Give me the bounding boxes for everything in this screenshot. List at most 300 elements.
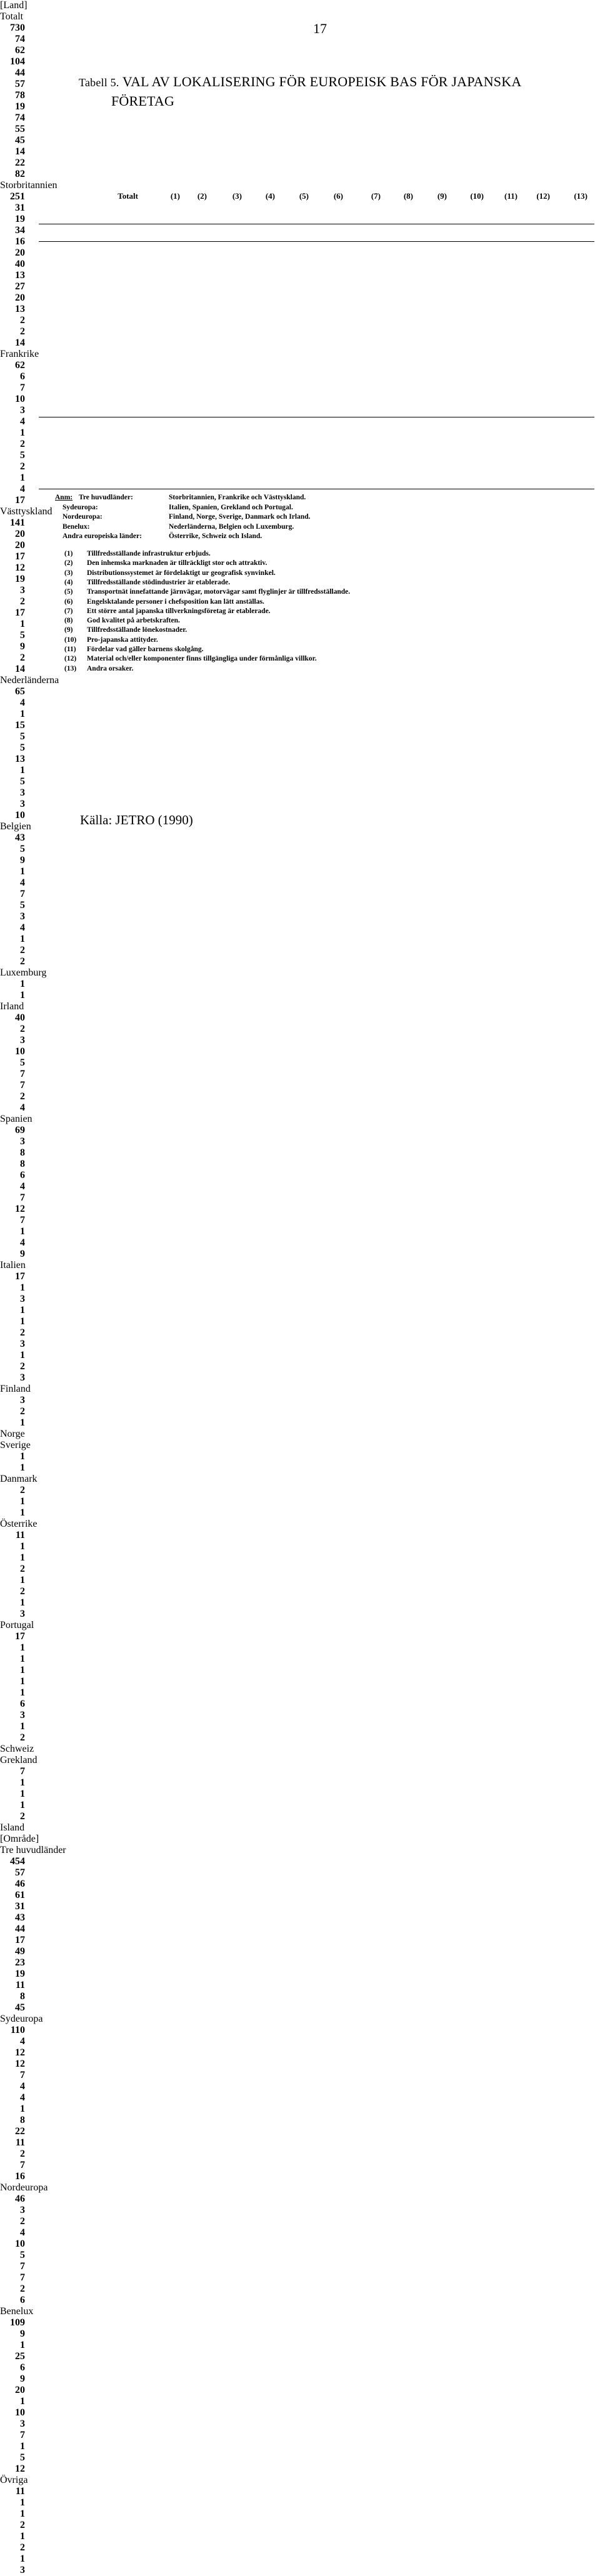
legend-text: Fördelar vad gäller barnens skolgång. <box>87 646 204 653</box>
table-cell: 7 <box>20 1215 25 1226</box>
country-row-label: Nederländerna <box>0 675 59 686</box>
title-line-1: VAL AV LOKALISERING FÖR EUROPEISK BAS FÖR JAPANSKA <box>122 74 522 89</box>
table-cell: 3 <box>20 799 25 809</box>
table-cell: 3 <box>20 787 25 798</box>
table-cell: 2 <box>20 1361 25 1372</box>
legend-number: (1) <box>64 550 73 557</box>
table-cell: 4 <box>20 1237 25 1248</box>
table-cell: 69 <box>15 1125 25 1136</box>
table-cell: 7 <box>20 1080 25 1091</box>
table-cell: 11 <box>15 1980 25 1990</box>
legend-text: Transportnät innefattande järnvägar, motorvägar samt flyglinjer är tillfredsställande. <box>87 588 351 596</box>
table-cell: 2 <box>20 461 25 472</box>
table-cell: 1 <box>20 1777 25 1788</box>
table-cell: 1 <box>20 1226 25 1237</box>
table-cell: 3 <box>20 1395 25 1405</box>
note-term: Sydeuropa: <box>62 503 98 511</box>
legend-number: (9) <box>64 626 73 634</box>
table-cell: 49 <box>15 1946 25 1957</box>
table-cell: 16 <box>15 236 25 247</box>
table-cell: 2 <box>20 2542 25 2553</box>
legend-item <box>64 636 158 644</box>
table-cell: 4 <box>20 697 25 708</box>
table-cell: 4 <box>20 484 25 494</box>
legend-number: (3) <box>64 569 73 577</box>
table-cell: 1 <box>20 2104 25 2114</box>
table-cell: 3 <box>20 585 25 596</box>
table-cell: 1 <box>20 1597 25 1608</box>
table-cell: 19 <box>15 214 25 224</box>
table-title <box>79 72 572 111</box>
column-header: Totalt <box>118 191 138 201</box>
legend-text: Ett större antal japanska tillverkningsföretag är etablerade. <box>87 607 271 615</box>
column-header: (12) <box>536 191 550 201</box>
table-cell: 7 <box>20 2160 25 2170</box>
table-cell: 3 <box>20 2565 25 2575</box>
table-cell: 3 <box>20 911 25 922</box>
table-cell: 17 <box>15 1631 25 1642</box>
column-header: (6) <box>333 191 343 201</box>
region-row-label: Sydeuropa <box>0 2014 43 2024</box>
legend-number: (13) <box>64 664 77 672</box>
table-cell: 12 <box>15 1204 25 1214</box>
note-definition: Italien, Spanien, Grekland och Portugal. <box>169 503 293 511</box>
land-section-label: [Land] <box>0 0 28 11</box>
table-cell: 4 <box>20 2036 25 2047</box>
table-cell: 61 <box>15 1890 25 1900</box>
country-row-label: Grekland <box>0 1755 38 1765</box>
note-definition: Österrike, Schweiz och Island. <box>169 532 262 540</box>
table-cell: 13 <box>15 270 25 281</box>
table-cell: 17 <box>15 1935 25 1945</box>
table-cell: 3 <box>20 1035 25 1046</box>
table-cell: 1 <box>20 990 25 1001</box>
country-row-label: Italien <box>0 1260 26 1271</box>
table-cell: 4 <box>20 416 25 427</box>
table-cell: 65 <box>15 686 25 697</box>
table-cell: 1 <box>20 1417 25 1428</box>
country-row-label: Storbritannien <box>0 180 58 191</box>
column-header: (5) <box>299 191 309 201</box>
table-cell: 6 <box>20 1699 25 1709</box>
column-header: (8) <box>403 191 413 201</box>
region-row-label: Nordeuropa <box>0 2182 48 2193</box>
table-cell: 109 <box>10 2317 25 2328</box>
table-cell: 5 <box>20 742 25 753</box>
table-cell: 12 <box>15 2464 25 2474</box>
table-cell: 2 <box>20 945 25 956</box>
country-row-label: Frankrike <box>0 349 39 359</box>
table-cell: 8 <box>20 1147 25 1158</box>
totals-cell: 22 <box>15 157 25 168</box>
note-term: Benelux: <box>62 522 90 531</box>
table-cell: 2 <box>20 2149 25 2159</box>
country-row-label: Norge <box>0 1429 25 1439</box>
table-cell: 3 <box>20 1609 25 1619</box>
table-cell: 20 <box>15 540 25 551</box>
column-header: (11) <box>504 191 518 201</box>
table-cell: 1 <box>20 1721 25 1732</box>
table-cell: 20 <box>15 292 25 303</box>
totals-cell: 14 <box>15 146 25 157</box>
table-cell: 2 <box>20 1485 25 1495</box>
table-cell: 12 <box>15 2047 25 2058</box>
table-cell: 1 <box>20 1451 25 1462</box>
column-header: (2) <box>197 191 207 201</box>
legend-item <box>64 646 203 653</box>
table-cell: 2 <box>20 652 25 663</box>
table-cell: 5 <box>20 630 25 641</box>
table-cell: 7 <box>20 889 25 899</box>
table-cell: 3 <box>20 1136 25 1147</box>
legend-item <box>64 569 276 577</box>
legend-item <box>64 598 264 606</box>
legend-number: (8) <box>64 617 73 625</box>
totals-cell: 74 <box>15 34 25 44</box>
table-cell: 7 <box>20 2261 25 2272</box>
legend-number: (10) <box>64 636 77 644</box>
table-cell: 3 <box>20 2419 25 2429</box>
table-cell: 12 <box>15 2059 25 2069</box>
country-row-label: Island <box>0 1822 25 1833</box>
table-cell: 17 <box>15 495 25 506</box>
table-cell: 2 <box>20 2520 25 2530</box>
note-term: Nordeuropa: <box>62 513 102 521</box>
table-number: Tabell 5. <box>79 76 119 89</box>
legend-text: Distributionssystemet är fördelaktigt ur geografisk synvinkel. <box>87 569 276 577</box>
table-cell: 27 <box>15 281 25 292</box>
table-cell: 40 <box>15 1012 25 1023</box>
table-cell: 10 <box>15 394 25 404</box>
table-cell: 11 <box>15 2486 25 2497</box>
table-cell: 8 <box>20 2115 25 2125</box>
table-cell: 4 <box>20 922 25 933</box>
country-row-label: Belgien <box>0 821 31 832</box>
table-cell: 13 <box>15 304 25 314</box>
page-number: 17 <box>313 21 327 36</box>
table-cell: 7 <box>20 1192 25 1203</box>
table-cell: 3 <box>20 405 25 416</box>
legend-item <box>64 617 180 624</box>
table-cell: 20 <box>15 2385 25 2395</box>
table-cell: 43 <box>15 1912 25 1923</box>
table-cell: 1 <box>20 1642 25 1653</box>
totals-cell: 19 <box>15 101 25 112</box>
table-cell: 4 <box>20 1102 25 1113</box>
table-cell: 1 <box>20 979 25 989</box>
table-cell: 1 <box>20 1350 25 1360</box>
table-cell: 2 <box>20 596 25 607</box>
table-cell: 2 <box>20 2216 25 2227</box>
table-cell: 4 <box>20 2227 25 2238</box>
table-cell: 46 <box>15 1879 25 1889</box>
table-cell: 11 <box>15 1530 25 1540</box>
table-cell: 2 <box>20 326 25 337</box>
table-cell: 11 <box>15 2137 25 2148</box>
table-cell: 17 <box>15 607 25 618</box>
table-cell: 1 <box>20 1552 25 1563</box>
table-cell: 10 <box>15 810 25 821</box>
legend-number: (12) <box>64 655 77 663</box>
table-cell: 1 <box>20 1541 25 1552</box>
table-cell: 1 <box>20 2497 25 2508</box>
table-cell: 5 <box>20 1057 25 1068</box>
legend-text: Tillfredsställande stödindustrier är etablerade. <box>87 578 231 586</box>
table-cell: 14 <box>15 337 25 348</box>
table-cell: 1 <box>20 866 25 877</box>
table-cell: 31 <box>15 1901 25 1912</box>
table-cell: 13 <box>15 754 25 764</box>
table-cell: 1 <box>20 619 25 629</box>
country-row-label: Finland <box>0 1384 31 1394</box>
table-cell: 44 <box>15 1924 25 1934</box>
totals-cell: 78 <box>15 90 25 101</box>
table-cell: 9 <box>20 1249 25 1259</box>
legend-text: Tillfredsställande lönekostnader. <box>87 626 188 634</box>
table-cell: 19 <box>15 1969 25 1979</box>
country-row-label: Danmark <box>0 1474 38 1484</box>
table-cell: 1 <box>20 934 25 944</box>
table-cell: 2 <box>20 1327 25 1338</box>
table-cell: 4 <box>20 2081 25 2092</box>
table-cell: 5 <box>20 900 25 911</box>
column-header: (13) <box>574 191 588 201</box>
table-cell: 1 <box>20 1687 25 1698</box>
table-cell: 110 <box>10 2025 25 2035</box>
legend-number: (4) <box>64 578 73 586</box>
table-cell: 10 <box>15 2239 25 2249</box>
table-cell: 2 <box>20 1732 25 1743</box>
country-row-label: Västtyskland <box>0 506 52 517</box>
table-cell: 1 <box>20 1316 25 1327</box>
table-cell: 45 <box>15 2002 25 2013</box>
table-cell: 1 <box>20 2509 25 2519</box>
table-cell: 8 <box>20 1991 25 2002</box>
table-cell: 1 <box>20 1654 25 1664</box>
notes-anm: Anm: <box>55 494 73 501</box>
legend-text: Pro-japanska attityder. <box>87 636 158 644</box>
legend-number: (7) <box>64 607 73 615</box>
table-cell: 2 <box>20 1406 25 1417</box>
source-note: Källa: JETRO (1990) <box>80 812 193 827</box>
table-cell: 20 <box>15 247 25 258</box>
legend-item <box>64 550 211 557</box>
legend-text: Den inhemska marknaden är tillräckligt stor och attraktiv. <box>87 559 268 567</box>
country-row-label: Schweiz <box>0 1744 34 1754</box>
country-row-label: Luxemburg <box>0 967 47 978</box>
table-cell: 25 <box>15 2351 25 2362</box>
table-cell: 454 <box>10 1856 25 1867</box>
table-cell: 17 <box>15 1271 25 1282</box>
table-cell: 16 <box>15 2171 25 2182</box>
table-cell: 12 <box>15 562 25 573</box>
table-cell: 2 <box>20 1091 25 1102</box>
table-cell: 1 <box>20 1305 25 1315</box>
note-term: Tre huvudländer: <box>79 494 133 501</box>
table-cell: 9 <box>20 641 25 652</box>
table-cell: 2 <box>20 1586 25 1597</box>
note-definition: Finland, Norge, Sverige, Danmark och Irland. <box>169 513 311 521</box>
totals-cell: 62 <box>15 45 25 56</box>
region-row-label: Benelux <box>0 2306 34 2317</box>
note-definition: Nederländerna, Belgien och Luxemburg. <box>169 522 294 531</box>
table-cell: 2 <box>20 2284 25 2294</box>
totals-cell: 730 <box>10 22 25 33</box>
column-header: (10) <box>470 191 484 201</box>
table-cell: 9 <box>20 2329 25 2339</box>
table-cell: 1 <box>20 1507 25 1518</box>
table-cell: 1 <box>20 1665 25 1675</box>
table-cell: 5 <box>20 2452 25 2463</box>
legend-number: (6) <box>64 597 73 606</box>
totals-cell: 44 <box>15 67 25 78</box>
table-cell: 10 <box>15 2407 25 2418</box>
table-cell: 43 <box>15 832 25 843</box>
table-cell: 2 <box>20 315 25 326</box>
table-cell: 4 <box>20 877 25 888</box>
table-cell: 20 <box>15 529 25 539</box>
legend-number: (11) <box>64 646 76 653</box>
table-cell: 17 <box>15 551 25 562</box>
table-cell: 3 <box>20 1710 25 1720</box>
table-cell: 1 <box>20 2340 25 2350</box>
legend-item <box>64 655 317 662</box>
table-cell: 1 <box>20 765 25 776</box>
region-section-label: [Område] <box>0 1834 39 1844</box>
table-cell: 7 <box>20 382 25 393</box>
table-cell: 2 <box>20 1564 25 1574</box>
table-cell: 2 <box>20 1811 25 1822</box>
table-cell: 1 <box>20 1496 25 1507</box>
table-cell: 5 <box>20 450 25 461</box>
region-row-label: Tre huvudländer <box>0 1845 66 1855</box>
totals-cell: 104 <box>10 56 25 67</box>
country-row-label: Spanien <box>0 1114 32 1124</box>
totals-cell: 55 <box>15 124 25 134</box>
country-row-label: Sverige <box>0 1440 31 1450</box>
table-cell: 1 <box>20 709 25 719</box>
legend-text: Tillfredsställande infrastruktur erbjuds. <box>87 550 211 557</box>
table-cell: 1 <box>20 472 25 483</box>
totals-cell: 74 <box>15 112 25 123</box>
column-header: (4) <box>265 191 275 201</box>
totals-cell: 82 <box>15 169 25 179</box>
table-cell: 7 <box>20 2430 25 2440</box>
table-cell: 1 <box>20 1800 25 1810</box>
title-line-2: FÖRETAG <box>111 93 175 109</box>
table-cell: 8 <box>20 1159 25 1169</box>
table-cell: 14 <box>15 664 25 674</box>
table-cell: 5 <box>20 844 25 854</box>
note-term: Andra europeiska länder: <box>62 532 142 540</box>
table-cell: 6 <box>20 1170 25 1181</box>
table-cell: 1 <box>20 1676 25 1687</box>
table-cell: 1 <box>20 2396 25 2407</box>
table-cell: 1 <box>20 1462 25 1473</box>
table-cell: 6 <box>20 2295 25 2305</box>
legend-text: God kvalitet på arbetskraften. <box>87 617 180 625</box>
country-row-label: Österrike <box>0 1519 38 1529</box>
table-cell: 46 <box>15 2194 25 2204</box>
legend-text: Material och/eller komponenter finns tillgängliga under förmånliga villkor. <box>87 655 317 663</box>
table-cell: 7 <box>20 2070 25 2080</box>
table-cell: 40 <box>15 259 25 269</box>
table-cell: 19 <box>15 574 25 584</box>
region-row-label: Övriga <box>0 2475 28 2485</box>
table-cell: 3 <box>20 2205 25 2215</box>
table-cell: 6 <box>20 2362 25 2373</box>
table-cell: 2 <box>20 439 25 449</box>
table-cell: 3 <box>20 1294 25 1304</box>
table-cell: 1 <box>20 427 25 438</box>
table-cell: 7 <box>20 1766 25 1777</box>
legend-item <box>64 588 350 596</box>
table-cell: 62 <box>15 360 25 371</box>
column-header: (3) <box>232 191 242 201</box>
column-header: (9) <box>437 191 447 201</box>
table-cell: 9 <box>20 2374 25 2384</box>
table-cell: 2 <box>20 956 25 967</box>
table-cell: 22 <box>15 2126 25 2137</box>
totals-cell: 45 <box>15 135 25 146</box>
legend-item <box>64 559 267 567</box>
table-cell: 2 <box>20 1024 25 1034</box>
table-cell: 3 <box>20 1339 25 1349</box>
legend-item <box>64 579 230 586</box>
table-cell: 7 <box>20 1069 25 1079</box>
table-cell: 1 <box>20 1282 25 1293</box>
country-row-label: Irland <box>0 1001 24 1012</box>
legend-text: Andra orsaker. <box>87 664 134 672</box>
table-cell: 5 <box>20 2250 25 2260</box>
table-cell: 7 <box>20 2272 25 2283</box>
table-cell: 1 <box>20 2554 25 2564</box>
table-cell: 10 <box>15 1046 25 1057</box>
table-cell: 1 <box>20 2531 25 2542</box>
table-cell: 3 <box>20 1372 25 1383</box>
legend-item <box>64 665 133 672</box>
column-header: (7) <box>371 191 381 201</box>
legend-item <box>64 607 271 615</box>
table-cell: 4 <box>20 2092 25 2103</box>
totals-cell: 57 <box>15 79 25 89</box>
table-cell: 1 <box>20 2441 25 2452</box>
table-cell: 9 <box>20 855 25 866</box>
legend-text: Engelsktalande personer i chefsposition kan lätt anställas. <box>87 597 264 606</box>
table-cell: 1 <box>20 1575 25 1585</box>
table-cell: 31 <box>15 202 25 213</box>
table-cell: 57 <box>15 1867 25 1878</box>
legend-number: (2) <box>64 559 73 567</box>
totals-row-label: Totalt <box>0 11 24 22</box>
column-header: (1) <box>170 191 180 201</box>
table-cell: 6 <box>20 371 25 382</box>
table-cell: 1 <box>20 1789 25 1799</box>
table-cell: 5 <box>20 776 25 787</box>
table-cell: 5 <box>20 731 25 742</box>
table-cell: 141 <box>10 517 25 528</box>
table-cell: 15 <box>15 720 25 731</box>
table-cell: 4 <box>20 1181 25 1192</box>
legend-number: (5) <box>64 588 73 596</box>
note-definition: Storbritannien, Frankrike och Västtyskland. <box>169 494 306 501</box>
table-cell: 251 <box>10 191 25 202</box>
table-cell: 23 <box>15 1957 25 1968</box>
country-row-label: Portugal <box>0 1620 34 1630</box>
table-cell: 34 <box>15 225 25 236</box>
legend-item <box>64 626 187 634</box>
rule-after-totals <box>39 241 594 242</box>
